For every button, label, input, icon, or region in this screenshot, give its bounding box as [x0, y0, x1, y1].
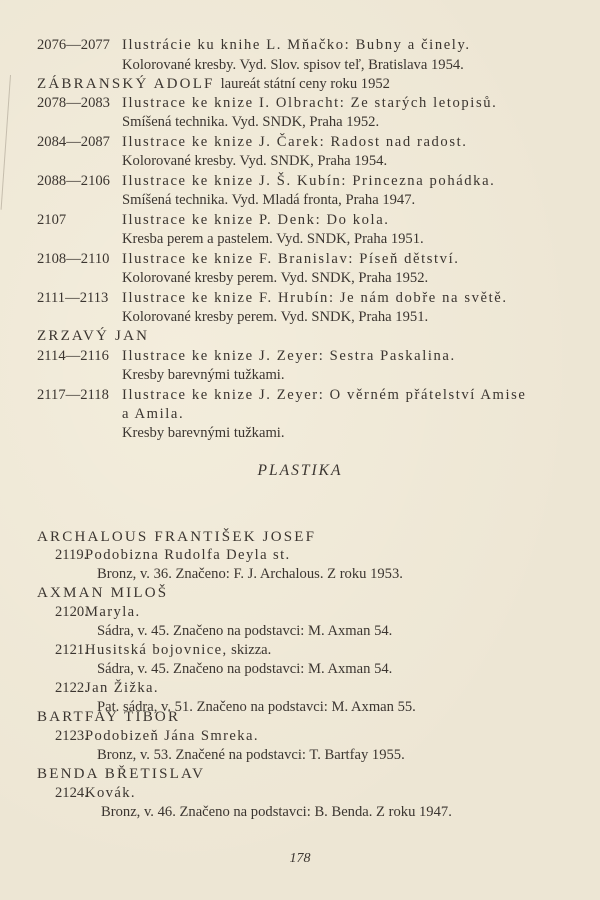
entry-title: Ilustrace ke knize F. Hrubín: Je nám dobře na světě.: [122, 290, 508, 306]
work-detail: Bronz, v. 46. Značeno na podstavci: B. Benda. Z roku 1947.: [101, 804, 452, 820]
artist-name: ZÁBRANSKÝ ADOLF: [37, 76, 215, 92]
section-heading: PLASTIKA: [257, 462, 343, 479]
artist-name: BARTFAY TIBOR: [37, 709, 181, 725]
artist-note: laureát státní ceny roku 1952: [220, 76, 390, 92]
entry-number: 2078—2083: [37, 95, 110, 111]
work-number: 2122.: [55, 680, 88, 696]
entry-detail: Kolorované kresby. Vyd. SNDK, Praha 1954.: [122, 153, 388, 169]
entry-number: 2076—2077: [37, 37, 110, 53]
entry-title: Ilustrace ke knize J. Čarek: Radost nad radost.: [122, 134, 468, 150]
work-number: 2124.: [55, 785, 88, 801]
entry-title: Ilustrace ke knize J. Zeyer: Sestra Paskalina.: [122, 348, 456, 364]
work-title: Podobizeň Jána Smreka.: [85, 728, 259, 744]
work-detail: Sádra, v. 45. Značeno na podstavci: M. Axman 54.: [97, 623, 393, 639]
margin-pencil-line: [1, 75, 11, 210]
artist-name: ARCHALOUS FRANTIŠEK JOSEF: [37, 529, 317, 545]
work-title: Jan Žižka.: [85, 680, 159, 696]
work-title: Maryla.: [85, 604, 141, 620]
entry-number: 2088—2106: [37, 173, 110, 189]
work-title-group: [85, 641, 271, 659]
artist-heading: [37, 75, 390, 93]
entry-title: Ilustrácie ku knihe L. Mňačko: Bubny a činely.: [122, 37, 471, 53]
work-number: 2123.: [55, 728, 88, 744]
artist-heading: [37, 765, 205, 783]
entry-detail: Smíšená technika. Vyd. Mladá fronta, Praha 1947.: [122, 192, 416, 208]
entry-number: 2111—2113: [37, 290, 109, 306]
work-title-suffix: skizza.: [227, 642, 272, 658]
artist-name: BENDA BŘETISLAV: [37, 766, 206, 782]
entry-number: 2107: [37, 212, 67, 228]
entry-title-cont: a Amila.: [122, 406, 185, 422]
entry-detail: Kolorované kresby. Vyd. Slov. spisov teľ, Bratislava 1954.: [122, 57, 464, 73]
entry-detail: Kresby barevnými tužkami.: [122, 367, 285, 383]
entry-number: 2117—2118: [37, 387, 109, 403]
work-number: 2120.: [55, 604, 88, 620]
artist-heading: [37, 327, 149, 345]
entry-number: 2114—2116: [37, 348, 109, 364]
artist-name: AXMAN MILOŠ: [37, 585, 169, 601]
work-number: 2121.: [55, 642, 88, 658]
entry-detail: Kresba perem a pastelem. Vyd. SNDK, Praha 1951.: [122, 231, 424, 247]
entry-detail: Kresby barevnými tužkami.: [122, 425, 285, 441]
entry-detail: Kolorované kresby perem. Vyd. SNDK, Praha 1952.: [122, 270, 429, 286]
artist-heading: [37, 708, 180, 726]
work-detail: Bronz, v. 36. Značeno: F. J. Archalous. Z roku 1953.: [97, 566, 403, 582]
entry-detail: Kolorované kresby perem. Vyd. SNDK, Praha 1951.: [122, 309, 429, 325]
artist-heading: [37, 528, 316, 546]
artist-name: ZRZAVÝ JAN: [37, 328, 150, 344]
entry-number: 2084—2087: [37, 134, 110, 150]
work-title: Husitská bojovnice,: [85, 642, 228, 658]
page-number: 178: [289, 851, 311, 866]
entry-title: Ilustrace ke knize J. Zeyer: O věrném přátelství Amise: [122, 387, 527, 403]
entry-title: Ilustrace ke knize I. Olbracht: Ze starých letopisů.: [122, 95, 498, 111]
entry-title: Ilustrace ke knize P. Denk: Do kola.: [122, 212, 390, 228]
artist-heading: [37, 584, 168, 602]
entry-detail: Smíšená technika. Vyd. SNDK, Praha 1952.: [122, 114, 380, 130]
work-number: 2119.: [55, 547, 88, 563]
work-detail: Bronz, v. 53. Značené na podstavci: T. Bartfay 1955.: [97, 747, 405, 763]
work-detail: Sádra, v. 45. Značeno na podstavci: M. Axman 54.: [97, 661, 393, 677]
work-title: Podobizna Rudolfa Deyla st.: [85, 547, 291, 563]
entry-title: Ilustrace ke knize J. Š. Kubín: Princezna pohádka.: [122, 173, 496, 189]
work-detail: Pat. sádra, v. 51. Značeno na podstavci: M. Axman 55.: [97, 699, 416, 715]
work-title: Kovák.: [85, 785, 136, 801]
entry-number: 2108—2110: [37, 251, 110, 267]
entry-title: Ilustrace ke knize F. Branislav: Píseň dětství.: [122, 251, 460, 267]
